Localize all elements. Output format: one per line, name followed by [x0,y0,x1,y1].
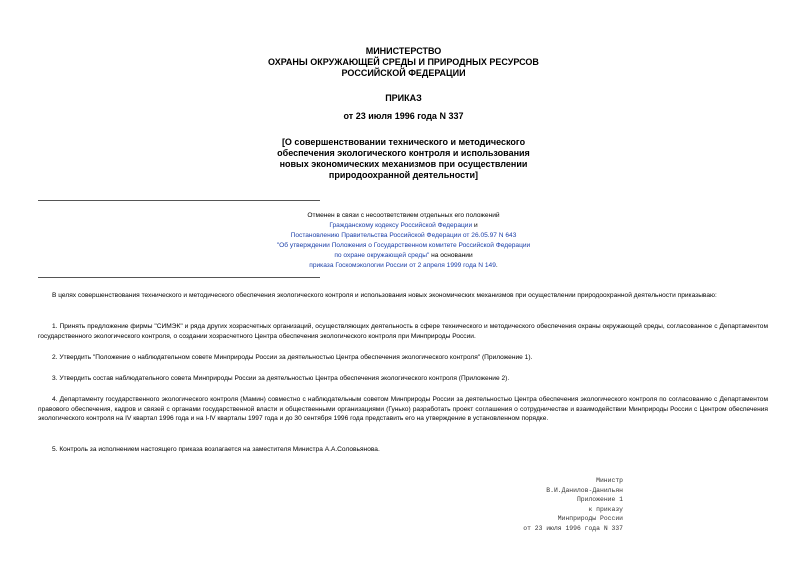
preamble-paragraph: В целях совершенствования технического и методического обеспечения экологического контроля и использования новых экономических механизмов при осуществлении природоохранной деятельности приказываю: [52,292,717,299]
status-note-text: на основании [429,252,473,259]
order-subject-line: природоохранной деятельности] [328,170,479,180]
ministry-header-line: ОХРАНЫ ОКРУЖАЮЩЕЙ СРЕДЫ И ПРИРОДНЫХ РЕСУРСОВ [268,57,539,67]
order-item-5: 5. Контроль за исполнением настоящего приказа возлагается на заместителя Министра А.А.Соловьянова. [52,446,380,453]
signature-line: Министр [596,477,623,484]
ministry-header-line: МИНИСТЕРСТВО [365,46,442,56]
ministry-header [0,46,807,79]
signature-line: В.И.Данилов-Данильян [546,486,623,494]
signature-line: Минприроды России [557,515,623,522]
order-subject-line: новых экономических механизмов при осуществлении [279,159,528,169]
order-subject [0,137,807,181]
goskomecology-order-link[interactable]: приказа Госкомэкологии России от 2 апреля 1999 года N 149 [309,262,496,269]
status-note-text: и [472,222,478,229]
signature-line: Приложение 1 [576,496,623,503]
signature-line: к приказу [588,505,623,513]
government-resolution-title-link-cont[interactable]: по охране окружающей среды" [334,252,430,259]
status-note-line [0,261,807,271]
status-note-line [0,231,807,241]
order-item-3: 3. Утвердить состав наблюдательного совета Минприроды России за деятельностью Центра обеспечения экологического контроля (Приложение 2). [52,375,510,382]
order-title: ПРИКАЗ [385,93,422,103]
government-resolution-link[interactable]: Постановлению Правительства Российской Федерации от 26.05.97 N 643 [290,232,517,239]
divider-bottom [38,277,320,278]
ministry-header-line: РОССИЙСКОЙ ФЕДЕРАЦИИ [341,68,466,78]
signature-block [523,476,623,533]
order-date: от 23 июля 1996 года N 337 [343,111,464,121]
divider-top [38,200,320,201]
status-note [0,211,807,271]
status-note-line [0,251,807,261]
status-note-text: . [495,262,498,269]
order-item-2: 2. Утвердить "Положение о наблюдательном совете Минприроды России за деятельностью Центра обеспечения экологического контроля" (Приложение 1). [52,354,533,361]
signature-line: от 23 июля 1996 года N 337 [523,524,623,532]
order-item-1: 1. Принять предложение фирмы "СИМЭК" и ряда других хозрасчетных организаций, осуществляющих деятельность в сфере технического и методического обеспечения охраны окружающей среды, согласованное с Департаментом государственного экологического контроля, о создании хозрасчетного Центра обеспечения экологического контроля при Минприроды России. [38,323,768,340]
order-item-4: 4. Департаменту государственного экологического контроля (Мамин) совместно с наблюдательным советом Минприроды России за деятельностью Центра обеспечения экологического контроля по согласованию с Департаментом правового обеспечения, кадров и связей с органами государственной власти и общественными организациями (Гунько) разработать проект соглашения о сотрудничестве и взаимодействии Минприроды России с Центром обеспечения экологического контроля на IV квартал 1996 года и на I-IV кварталы 1997 года и до 30 сентября 1996 года представить его на утверждение в установленном порядке. [38,396,768,422]
status-note-line [0,221,807,231]
status-note-line: Отменен в связи с несоответствием отдельных его положений [307,212,500,219]
government-resolution-title-link[interactable]: "Об утверждении Положения о Государственном комитете Российской Федерации [276,242,531,249]
status-note-line [0,241,807,251]
civil-code-link[interactable]: Гражданскому кодексу Российской Федерации [329,222,473,229]
order-subject-line: обеспечения экологического контроля и использования [277,148,530,158]
order-subject-line: [О совершенствовании технического и методического [281,137,526,147]
